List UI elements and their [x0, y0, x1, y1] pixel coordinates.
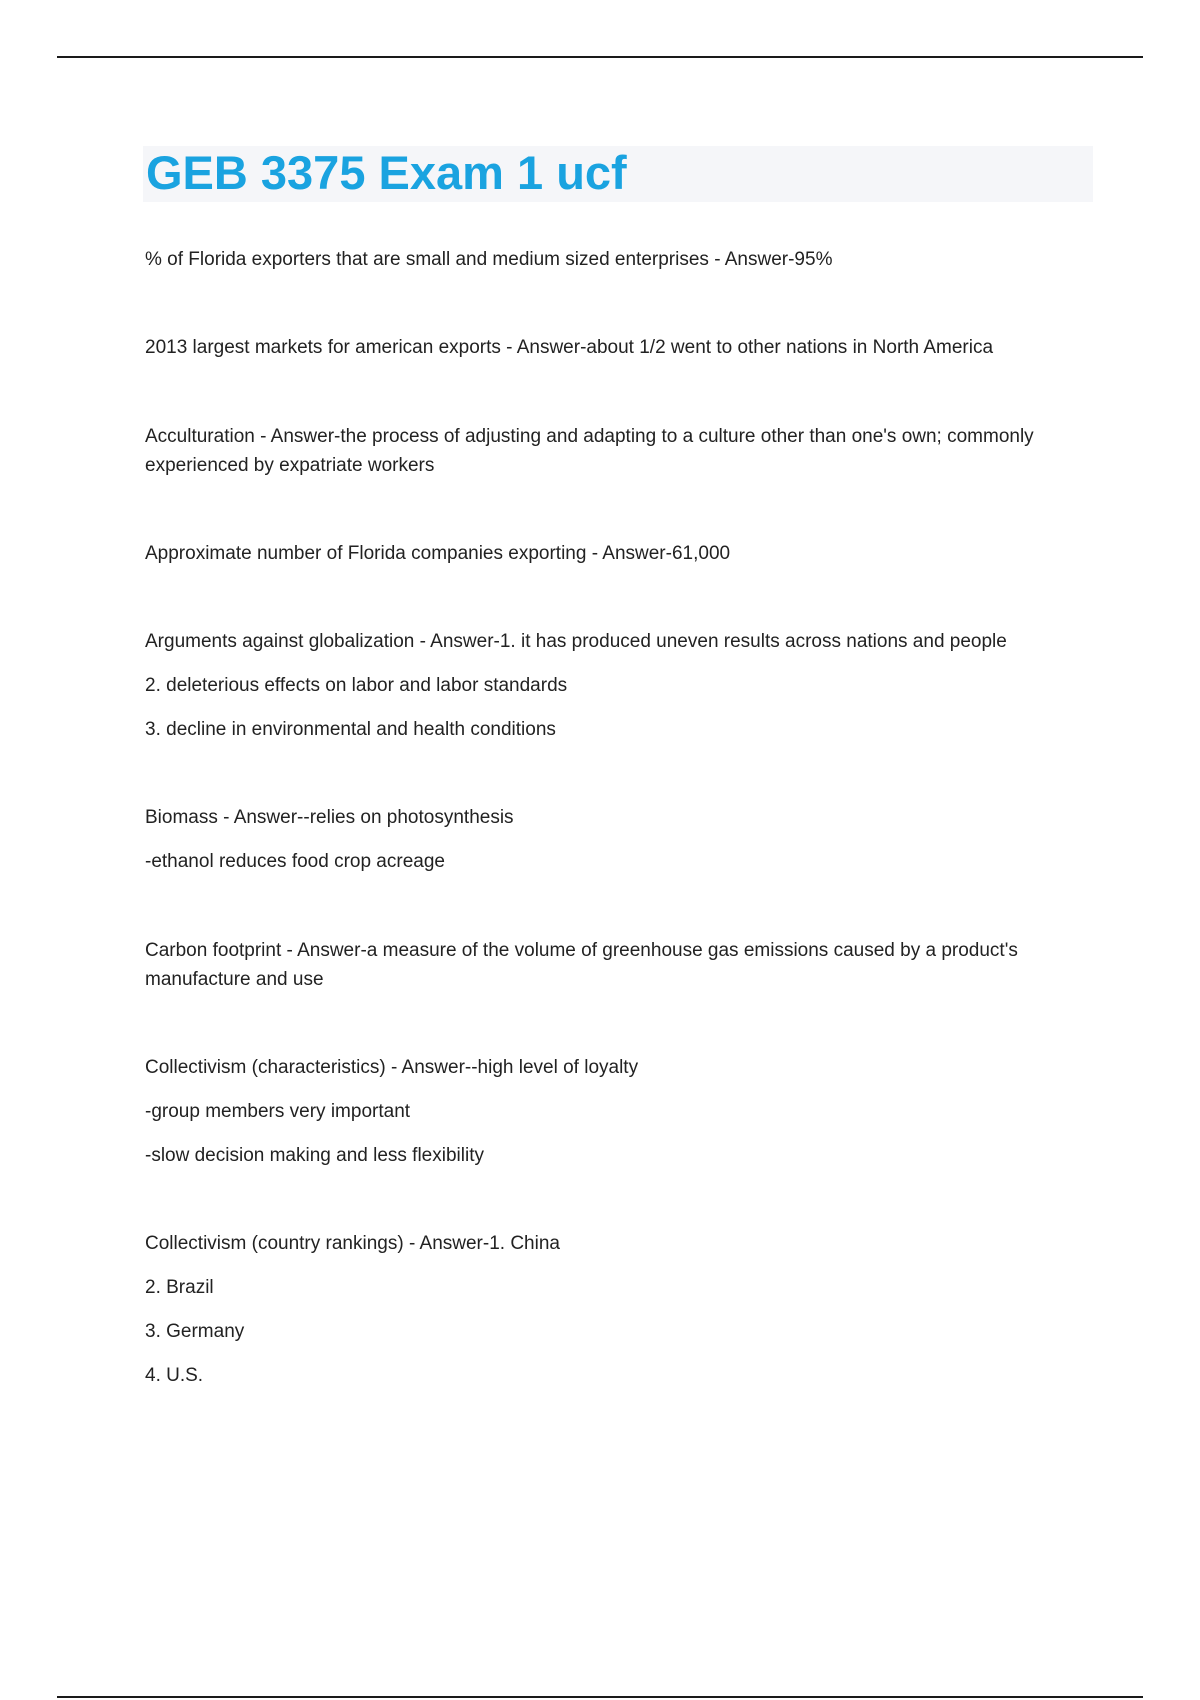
entry-text: 3. decline in environmental and health conditions [145, 719, 556, 740]
bottom-rule [57, 1696, 1143, 1698]
entry-text: Arguments against globalization - Answer-1. it has produced uneven results across nations and people [145, 631, 1007, 652]
flashcard-entry [145, 246, 1095, 274]
flashcard-entry [145, 422, 1095, 480]
flashcard-entry [145, 540, 1095, 568]
flashcard-entry [145, 804, 1095, 876]
flashcard-entry [145, 936, 1095, 994]
entry-text: Collectivism (country rankings) - Answer-1. China [145, 1233, 560, 1254]
entry-text: 3. Germany [145, 1321, 245, 1342]
entry-text: 2. deleterious effects on labor and labor standards [145, 675, 568, 696]
entry-text: Biomass - Answer--relies on photosynthesis [145, 807, 514, 828]
entry-text: 2013 largest markets for american exports - Answer-about 1/2 went to other nations in North America [145, 337, 994, 358]
flashcard-entry [145, 1054, 1095, 1170]
entry-text: % of Florida exporters that are small and medium sized enterprises - Answer-95% [145, 249, 833, 270]
top-rule [57, 56, 1143, 58]
flashcard-list [145, 246, 1095, 1450]
entry-text: 2. Brazil [145, 1277, 214, 1298]
flashcard-entry [145, 1230, 1095, 1390]
entry-text: Approximate number of Florida companies exporting - Answer-61,000 [145, 543, 731, 564]
entry-text: Acculturation - Answer-the process of adjusting and adapting to a culture other than one's own; commonly experienced by expatriate workers [145, 426, 1034, 476]
entry-text: Carbon footprint - Answer-a measure of the volume of greenhouse gas emissions caused by a product's manufacture and use [145, 940, 1018, 990]
entry-text: -slow decision making and less flexibility [145, 1145, 484, 1166]
entry-text: -group members very important [145, 1101, 411, 1122]
entry-text: -ethanol reduces food crop acreage [145, 851, 445, 872]
entry-text: 4. U.S. [145, 1365, 204, 1386]
flashcard-entry [145, 628, 1095, 744]
flashcard-entry [145, 334, 1095, 362]
entry-text: Collectivism (characteristics) - Answer--high level of loyalty [145, 1057, 639, 1078]
document-title: GEB 3375 Exam 1 ucf [146, 146, 627, 199]
